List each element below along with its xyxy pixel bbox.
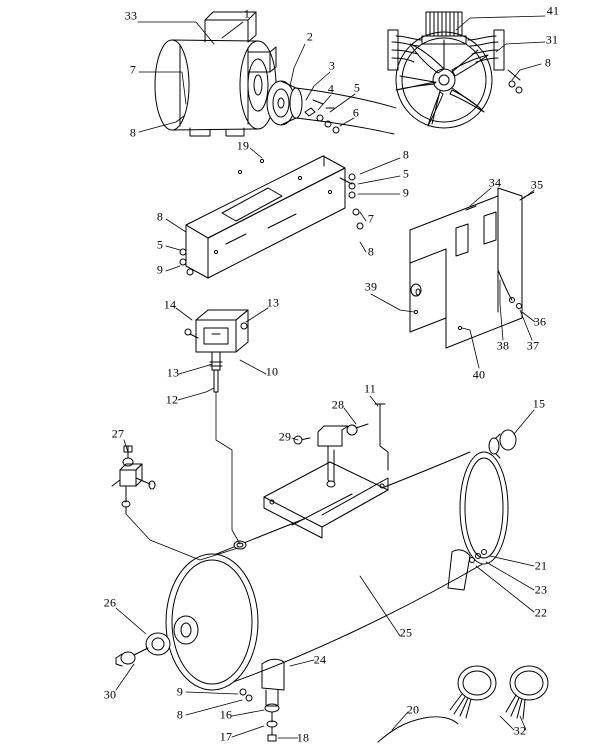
callout-13-b: 13 — [166, 365, 180, 380]
callout-8-c: 8 — [402, 147, 410, 162]
callout-26: 26 — [103, 595, 117, 610]
callout-20: 20 — [406, 702, 420, 717]
belt-guard-panel — [180, 156, 363, 278]
rear-shroud-panel — [410, 188, 534, 348]
callout-8-e: 8 — [367, 244, 375, 259]
callout-8-a: 8 — [544, 55, 552, 70]
callout-14: 14 — [163, 297, 177, 312]
wire-bundles — [450, 666, 548, 719]
pressure-switch — [185, 310, 248, 392]
pump-flywheel-assembly — [388, 12, 522, 128]
callout-31: 31 — [545, 32, 559, 47]
callout-41: 41 — [546, 3, 560, 18]
callout-36: 36 — [533, 314, 547, 329]
callout-11: 11 — [364, 381, 376, 396]
callout-23: 23 — [534, 582, 548, 597]
callout-2: 2 — [306, 29, 314, 44]
callout-17: 17 — [219, 729, 233, 744]
callout-39: 39 — [364, 279, 378, 294]
callout-6: 6 — [352, 105, 360, 120]
callout-12: 12 — [165, 392, 179, 407]
callout-25: 25 — [399, 625, 413, 640]
callout-7-a: 7 — [129, 62, 137, 77]
motor-assembly — [155, 12, 276, 136]
drive-belt — [296, 88, 396, 134]
callout-8-f: 8 — [176, 707, 184, 722]
callout-18: 18 — [296, 730, 310, 745]
callout-33: 33 — [124, 8, 138, 23]
callout-30: 30 — [103, 687, 117, 702]
callout-1: 1 — [243, 6, 251, 21]
callout-29: 29 — [278, 429, 292, 444]
callout-35: 35 — [530, 177, 544, 192]
callout-32: 32 — [513, 723, 527, 738]
callout-3: 3 — [328, 58, 336, 73]
callout-34: 34 — [488, 175, 502, 190]
callout-5-b: 5 — [402, 166, 410, 181]
callout-9-b: 9 — [156, 262, 164, 277]
callout-10: 10 — [265, 364, 279, 379]
callout-13-a: 13 — [266, 295, 280, 310]
callout-38: 38 — [496, 338, 510, 353]
callout-7-b: 7 — [367, 211, 375, 226]
callout-40: 40 — [472, 367, 486, 382]
callout-19: 19 — [236, 138, 250, 153]
callout-16: 16 — [219, 707, 233, 722]
callout-27: 27 — [111, 426, 125, 441]
callout-28: 28 — [331, 397, 345, 412]
hose — [378, 717, 458, 742]
callout-4: 4 — [327, 81, 335, 96]
callout-15: 15 — [532, 396, 546, 411]
callout-8-d: 8 — [156, 209, 164, 224]
callout-9-a: 9 — [402, 185, 410, 200]
callout-5-c: 5 — [156, 237, 164, 252]
callout-8-b: 8 — [129, 125, 137, 140]
callout-22: 22 — [534, 605, 548, 620]
callout-5-a: 5 — [353, 80, 361, 95]
callout-21: 21 — [534, 558, 548, 573]
regulator-assembly — [112, 446, 155, 514]
callout-37: 37 — [526, 338, 540, 353]
callout-24: 24 — [313, 652, 327, 667]
callout-9-c: 9 — [176, 684, 184, 699]
